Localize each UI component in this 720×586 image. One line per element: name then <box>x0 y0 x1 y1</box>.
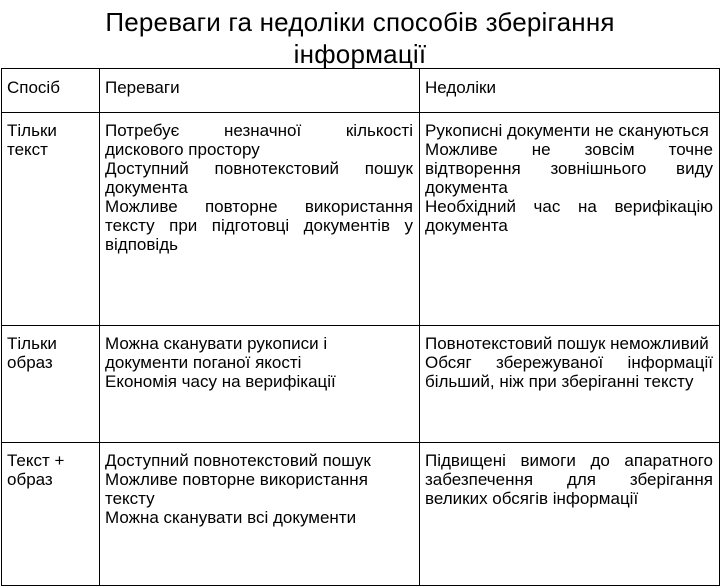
table-header-row <box>2 69 720 113</box>
advantage-item: Можна сканувати рукописи і документи поганої якості <box>105 334 328 372</box>
disadvantages-cell <box>420 443 720 586</box>
advantage-item: Економія часу на верифікації <box>105 372 336 391</box>
header-method: Спосіб <box>2 69 100 113</box>
disadvantages-cell <box>420 326 720 443</box>
method-cell: Тільки текст <box>2 113 100 326</box>
method-cell: Текст + образ <box>2 443 100 586</box>
advantages-cell <box>100 443 420 586</box>
advantage-item: Потребує незначної кількості дискового простору <box>105 121 413 159</box>
page-title <box>0 6 720 70</box>
title-line-2: інформації <box>293 39 427 69</box>
title-line-1: Переваги га недоліки способів зберігання <box>105 7 615 37</box>
disadvantage-item: Обсяг збережуваної інформації більший, ніж при зберіганні тексту <box>425 353 713 391</box>
advantages-cell <box>100 113 420 326</box>
advantage-item: Доступний повнотекстовий пошук документа <box>105 159 413 197</box>
disadvantages-cell <box>420 113 720 326</box>
disadvantage-item: Рукописні документи не скануються <box>425 121 709 140</box>
header-disadvantages: Недоліки <box>420 69 720 113</box>
disadvantage-item: Підвищені вимоги до апаратного забезпечення для зберігання великих обсягів інформації <box>425 451 713 508</box>
table-row <box>2 443 720 586</box>
disadvantage-item: Повнотекстовий пошук неможливий <box>425 334 709 353</box>
advantage-item: Можливе повторне використання тексту <box>105 470 368 508</box>
advantage-item: Доступний повнотекстовий пошук <box>105 451 371 470</box>
comparison-table <box>1 68 720 586</box>
advantage-item: Можна сканувати всі документи <box>105 508 357 527</box>
disadvantage-item: Можливе не зовсім точне відтворення зовнішнього виду документа <box>425 140 713 197</box>
table-row <box>2 113 720 326</box>
method-cell: Тільки образ <box>2 326 100 443</box>
advantages-cell <box>100 326 420 443</box>
table-row <box>2 326 720 443</box>
advantage-item: Можливе повторне використання тексту при підготовці документів у відповідь <box>105 197 413 254</box>
header-advantages: Переваги <box>100 69 420 113</box>
disadvantage-item: Необхідний час на верифікацію документа <box>425 197 713 235</box>
